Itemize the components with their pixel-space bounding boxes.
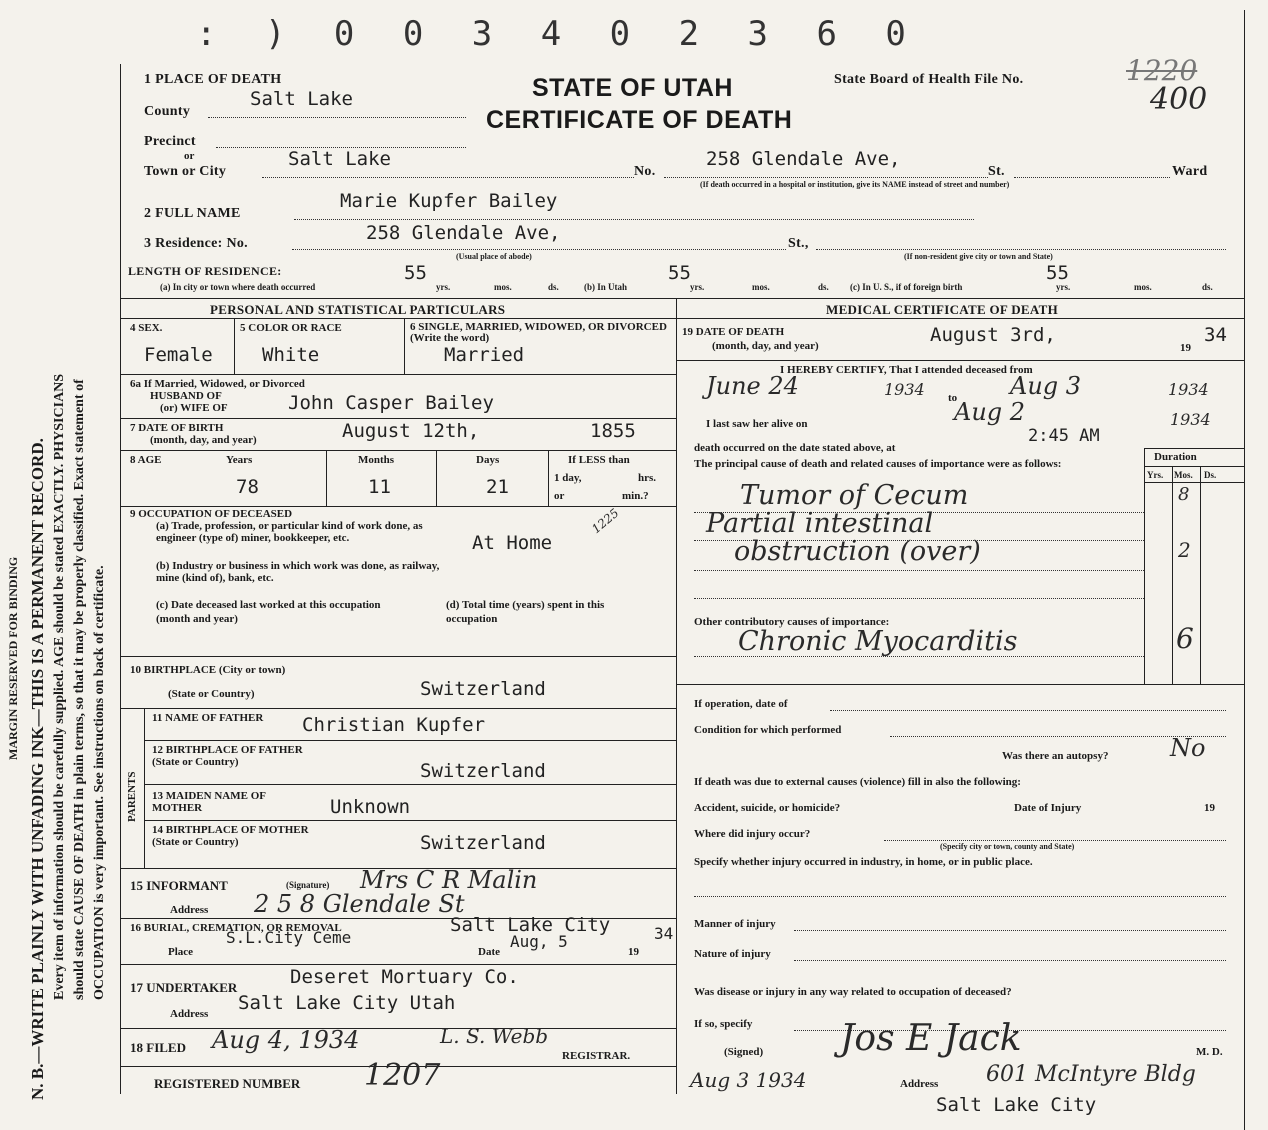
- father-birthplace-value: Switzerland: [420, 760, 546, 782]
- sex-label: 4 SEX.: [130, 322, 163, 334]
- birthplace-label: 10 BIRTHPLACE (City or town): [130, 664, 286, 676]
- physician-signature: Jos E Jack: [840, 1018, 1022, 1059]
- yrs-label-b: yrs.: [690, 282, 705, 292]
- undertaker-address-label: Address: [170, 1008, 209, 1020]
- operation-label: If operation, date of: [694, 698, 788, 710]
- length-of-residence-label: LENGTH OF RESIDENCE:: [128, 264, 282, 278]
- accident-label: Accident, suicide, or homicide?: [694, 802, 841, 814]
- hrs-label: hrs.: [638, 472, 657, 484]
- ward-label: Ward: [1172, 164, 1208, 179]
- attended-from: June 24: [706, 372, 799, 400]
- injury-year-prefix: 19: [1204, 802, 1215, 814]
- filed-signature: L. S. Webb: [440, 1024, 549, 1048]
- less-than-label: If LESS than: [568, 454, 630, 466]
- external-causes-label: If death was due to external causes (violence) fill in also the following:: [694, 776, 1021, 788]
- usual-abode-note: (Usual place of abode): [456, 252, 532, 261]
- specify-injury-label: Specify whether injury occurred in industry, in home, or in public place.: [694, 856, 1033, 868]
- birthplace-value: Switzerland: [420, 678, 546, 700]
- where-note: (Specify city or town, county and State): [940, 842, 1075, 851]
- duration-ds-label: Ds.: [1204, 470, 1217, 480]
- occupation-c-label: (c) Date deceased last worked at this occupation (month and year): [156, 599, 381, 625]
- burial-label: 16 BURIAL, CREMATION, OR REMOVAL: [130, 922, 342, 934]
- dob-value: August 12th,: [342, 420, 480, 442]
- other-cause: Chronic Myocarditis: [738, 626, 1018, 657]
- color-value: White: [262, 344, 320, 366]
- cause-label: The principal cause of death and related causes of importance were as follows:: [694, 458, 1062, 470]
- yrs-label-a: yrs.: [436, 282, 451, 292]
- to-label: to: [948, 392, 958, 404]
- signed-label: (Signed): [724, 1046, 764, 1058]
- ds-label-b: ds.: [818, 282, 829, 292]
- parents-label: PARENTS: [126, 771, 138, 822]
- mos-label-c: mos.: [1134, 282, 1152, 292]
- side-notice-line2: Every item of information should be carefully supplied. AGE should be stated EXACTLY. PHYSICIANS: [52, 373, 67, 1000]
- other-causes-label: Other contributory causes of importance:: [694, 616, 890, 628]
- registered-number: 1207: [364, 1058, 441, 1093]
- mother-label: 13 MAIDEN NAME OF MOTHER: [152, 790, 266, 814]
- place-of-death-heading: 1 PLACE OF DEATH: [144, 72, 282, 87]
- registered-number-label: REGISTERED NUMBER: [154, 1076, 301, 1091]
- undertaker-label: 17 UNDERTAKER: [130, 980, 238, 995]
- county-value: Salt Lake: [250, 88, 353, 110]
- side-notice-line4: OCCUPATION is very important. See instructions on back of certificate.: [92, 565, 107, 1000]
- certify-label: I HEREBY CERTIFY, That I attended deceased from: [780, 364, 1033, 376]
- medical-heading: MEDICAL CERTIFICATE OF DEATH: [826, 302, 1058, 317]
- injury-date-label: Date of Injury: [1014, 802, 1082, 814]
- dob-sub: (month, day, and year): [150, 434, 257, 446]
- registrar-label: REGISTRAR.: [562, 1050, 631, 1062]
- burial-place: S.L.City Ceme: [226, 928, 352, 947]
- cause-3: obstruction (over): [734, 536, 981, 567]
- mother-value: Unknown: [330, 796, 411, 818]
- months-label: Months: [358, 454, 395, 466]
- age-years-value: 78: [236, 476, 259, 498]
- state-title: STATE OF UTAH: [532, 74, 733, 102]
- precinct-label: Precinct: [144, 134, 196, 149]
- yrs-label-c: yrs.: [1056, 282, 1071, 292]
- or-label: or: [184, 150, 195, 162]
- residence-b-label: (b) In Utah: [584, 282, 628, 292]
- physician-address-label: Address: [900, 1078, 939, 1090]
- dod-year: 34: [1204, 324, 1227, 346]
- residence-c-label: (c) In U. S., if of foreign birth: [850, 282, 963, 292]
- side-notice-line3: should state CAUSE OF DEATH in plain terms, so that it may be properly classified. Exact statement of: [72, 379, 87, 1000]
- file-no-handwritten: 400: [1150, 82, 1208, 117]
- ds-label-c: ds.: [1202, 282, 1213, 292]
- mos-label-b: mos.: [752, 282, 770, 292]
- duration-label: Duration: [1154, 451, 1197, 463]
- occupation-value: At Home: [472, 532, 553, 554]
- informant-address-label: Address: [170, 904, 209, 916]
- town-label: Town or City: [144, 164, 227, 179]
- serial-number: : ) 0 0 3 4 0 2 3 6 0: [196, 14, 920, 54]
- dod-value: August 3rd,: [930, 324, 1056, 346]
- occupation-label: 9 OCCUPATION OF DECEASED: [130, 508, 293, 520]
- attended-from-year: 1934: [884, 380, 925, 399]
- occupation-b-label: (b) Industry or business in which work was done, as railway, mine (kind of), bank, etc.: [156, 560, 440, 584]
- color-label: 5 COLOR OR RACE: [240, 322, 342, 334]
- spouse-label-1: 6a If Married, Widowed, or Divorced: [130, 378, 305, 390]
- burial-year-prefix: 19: [628, 946, 639, 958]
- occupation-code: 1225: [589, 505, 622, 537]
- mos-label-a: mos.: [494, 282, 512, 292]
- residence-value: 258 Glendale Ave,: [366, 222, 561, 244]
- mother-birthplace-value: Switzerland: [420, 832, 546, 854]
- min-label: min.?: [622, 490, 649, 502]
- informant-address-value: 2 5 8 Glendale St: [254, 890, 465, 918]
- dob-year: 1855: [590, 420, 636, 442]
- duration-yrs-label: Yrs.: [1147, 470, 1164, 480]
- physician-city: Salt Lake City: [936, 1094, 1097, 1116]
- father-birthplace-label: 12 BIRTHPLACE OF FATHER (State or Country): [152, 744, 303, 768]
- if-so-label: If so, specify: [694, 1018, 753, 1030]
- personal-heading: PERSONAL AND STATISTICAL PARTICULARS: [210, 302, 506, 317]
- where-injury-label: Where did injury occur?: [694, 828, 811, 840]
- burial-date: Aug, 5: [510, 932, 568, 951]
- last-saw-label: I last saw her alive on: [706, 418, 808, 430]
- undertaker-address: Salt Lake City Utah: [238, 992, 456, 1014]
- signature-label: (Signature): [286, 880, 330, 890]
- cause-1: Tumor of Cecum: [740, 480, 969, 511]
- residence-a-years: 55: [404, 262, 427, 284]
- marital-value: Married: [444, 344, 525, 366]
- attended-to-year: 1934: [1168, 380, 1209, 399]
- nonresident-note: (If non-resident give city or town and State): [904, 252, 1053, 261]
- no-label: No.: [634, 164, 656, 179]
- age-label: 8 AGE: [130, 454, 162, 466]
- county-label: County: [144, 104, 191, 119]
- ds-label-a: ds.: [548, 282, 559, 292]
- death-time: 2:45 AM: [1028, 426, 1100, 446]
- dod-sub: (month, day, and year): [712, 340, 819, 352]
- duration-mos-label: Mos.: [1174, 470, 1193, 480]
- or-min-label: or: [554, 490, 565, 502]
- town-value: Salt Lake: [288, 148, 391, 170]
- manner-label: Manner of injury: [694, 918, 776, 930]
- occupation-d-label: (d) Total time (years) spent in this occupation: [446, 599, 605, 625]
- st-label: St.: [988, 164, 1005, 179]
- cause-1-duration: 8: [1178, 484, 1190, 505]
- burial-date-label: Date: [478, 946, 500, 958]
- dod-year-prefix: 19: [1180, 342, 1191, 354]
- informant-value: Mrs C R Malin: [360, 866, 538, 894]
- residence-st-label: St.,: [788, 236, 809, 251]
- place-label: Place: [168, 946, 194, 958]
- birthplace-state-label: (State or Country): [168, 688, 255, 700]
- years-label: Years: [226, 454, 253, 466]
- full-name-label: 2 FULL NAME: [144, 206, 241, 221]
- sex-value: Female: [144, 344, 213, 366]
- death-occurred-label: death occurred on the date stated above, at: [694, 442, 896, 454]
- cause-3-duration: 2: [1178, 538, 1191, 562]
- cause-2: Partial intestinal: [706, 508, 934, 539]
- binding-margin-note: MARGIN RESERVED FOR BINDING: [6, 556, 20, 760]
- attended-to: Aug 3: [1010, 372, 1082, 400]
- residence-a-label: (a) In city or town where death occurred: [160, 282, 316, 292]
- residence-label: 3 Residence: No.: [144, 236, 248, 251]
- undertaker-value: Deseret Mortuary Co.: [290, 966, 519, 988]
- filed-label: 18 FILED: [130, 1040, 186, 1055]
- autopsy-label: Was there an autopsy?: [1002, 750, 1109, 762]
- father-label: 11 NAME OF FATHER: [152, 712, 264, 724]
- age-days-value: 21: [486, 476, 509, 498]
- last-saw-date: Aug 2: [954, 398, 1026, 426]
- autopsy-value: No: [1170, 734, 1206, 762]
- dob-label: 7 DATE OF BIRTH: [130, 422, 224, 434]
- hospital-note: (If death occurred in a hospital or institution, give its NAME instead of street and number): [700, 180, 1010, 189]
- certificate-title: CERTIFICATE OF DEATH: [486, 106, 793, 134]
- one-day-label: 1 day,: [554, 472, 582, 484]
- filed-date: Aug 4, 1934: [212, 1026, 360, 1054]
- condition-label: Condition for which performed: [694, 724, 842, 736]
- signed-date: Aug 3 1934: [690, 1068, 807, 1092]
- death-address: 258 Glendale Ave,: [706, 148, 901, 170]
- nature-label: Nature of injury: [694, 948, 771, 960]
- residence-c-years: 55: [1046, 262, 1069, 284]
- father-value: Christian Kupfer: [302, 714, 486, 736]
- age-months-value: 11: [368, 476, 391, 498]
- other-cause-duration: 6: [1176, 622, 1194, 655]
- file-no-label: State Board of Health File No.: [834, 72, 1024, 87]
- spouse-label-3: (or) WIFE OF: [160, 402, 228, 414]
- residence-b-years: 55: [668, 262, 691, 284]
- last-saw-year: 1934: [1170, 410, 1211, 429]
- full-name-value: Marie Kupfer Bailey: [340, 190, 558, 212]
- md-label: M. D.: [1196, 1046, 1223, 1058]
- burial-year: 34: [654, 924, 674, 943]
- burial-city: Salt Lake City: [450, 914, 611, 936]
- occupation-related-label: Was disease or injury in any way related to occupation of deceased?: [694, 986, 1012, 998]
- side-notice-line1: N. B.—WRITE PLAINLY WITH UNFADING INK—THIS IS A PERMANENT RECORD.: [28, 438, 47, 1100]
- occupation-a-label: (a) Trade, profession, or particular kind of work done, as engineer (type of) miner, bookkeeper, etc.: [156, 520, 423, 544]
- physician-address: 601 McIntyre Bldg: [986, 1062, 1196, 1087]
- informant-label: 15 INFORMANT: [130, 878, 228, 893]
- spouse-label-2: HUSBAND OF: [150, 390, 222, 402]
- marital-label: 6 SINGLE, MARRIED, WIDOWED, OR DIVORCED (Write the word): [410, 321, 667, 344]
- days-label: Days: [476, 454, 500, 466]
- spouse-value: John Casper Bailey: [288, 392, 494, 414]
- file-no-struck: 1220: [1126, 54, 1198, 87]
- mother-birthplace-label: 14 BIRTHPLACE OF MOTHER (State or Country): [152, 824, 309, 848]
- dod-label: 19 DATE OF DEATH: [682, 326, 785, 338]
